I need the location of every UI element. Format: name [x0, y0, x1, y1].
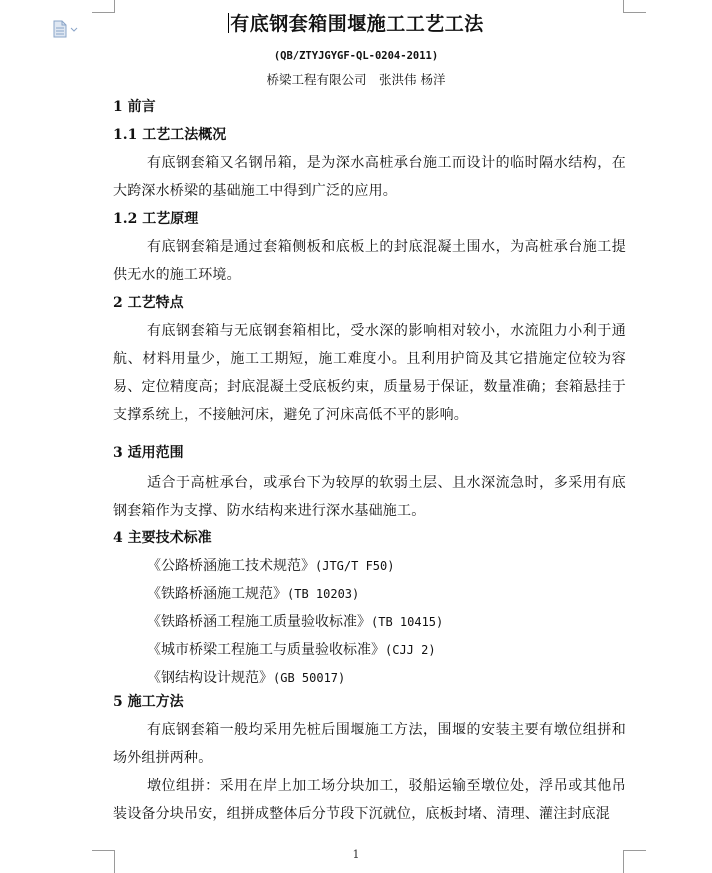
heading-section-1-1: 1.1 工艺工法概况	[113, 127, 227, 143]
paragraph-5-2: 墩位组拼：采用在岸上加工场分块加工，驳船运输至墩位处，浮吊或其他吊装设备分块吊安，组拼成整体后分节段下沉就位，底板封堵、清理、灌注封底混	[113, 778, 626, 822]
paragraph-1-1: 有底钢套箱又名钢吊箱，是为深水高桩承台施工而设计的临时隔水结构，在大跨深水桥梁的基础施工中得到广泛的应用。	[113, 155, 626, 199]
paragraph-3: 适合于高桩承台，或承台下为较厚的软弱土层、且水深流急时，多采用有底钢套箱作为支撑、防水结构来进行深水基础施工。	[113, 475, 626, 519]
page-number: 1	[352, 848, 360, 861]
document-authors: 桥梁工程有限公司 张洪伟 杨洋	[266, 72, 446, 87]
document-code: (QB/ZTYJGYGF-QL-0204-2011)	[273, 50, 439, 62]
standard-item: 《公路桥涵施工技术规范》(JTG/T F50)	[147, 558, 395, 574]
standard-item: 《铁路桥涵施工规范》(TB 10203)	[147, 586, 360, 602]
title-text: 有底钢套箱围堰施工工艺工法	[230, 13, 484, 35]
standard-item: 《钢结构设计规范》(GB 50017)	[147, 670, 346, 686]
standard-item: 《铁路桥涵工程施工质量验收标准》(TB 10415)	[147, 614, 444, 630]
standard-item: 《城市桥梁工程施工与质量验收标准》(CJJ 2)	[147, 642, 436, 658]
heading-section-1-2: 1.2 工艺原理	[113, 211, 199, 227]
paragraph-5-1: 有底钢套箱一般均采用先桩后围堰施工方法，围堰的安装主要有墩位组拼和场外组拼两种。	[113, 722, 626, 766]
paragraph-2: 有底钢套箱与无底钢套箱相比，受水深的影响相对较小，水流阻力小利于通航、材料用量少，施工工期短，施工难度小。且利用护筒及其它措施定位较为容易、定位精度高；封底混凝土受底板约束，质量易于保证，数量准确；套箱悬挂于支撑系统上，不接触河床，避免了河床高低不平的影响。	[113, 323, 626, 423]
heading-section-5: 5 施工方法	[113, 694, 184, 710]
heading-section-3: 3 适用范围	[113, 445, 184, 461]
heading-section-4: 4 主要技术标准	[113, 530, 212, 546]
heading-section-1: 1 前言	[113, 99, 156, 115]
document-title	[0, 11, 712, 37]
paragraph-1-2: 有底钢套箱是通过套箱侧板和底板上的封底混凝土围水，为高桩承台施工提供无水的施工环境。	[113, 239, 626, 283]
heading-section-2: 2 工艺特点	[113, 295, 184, 311]
